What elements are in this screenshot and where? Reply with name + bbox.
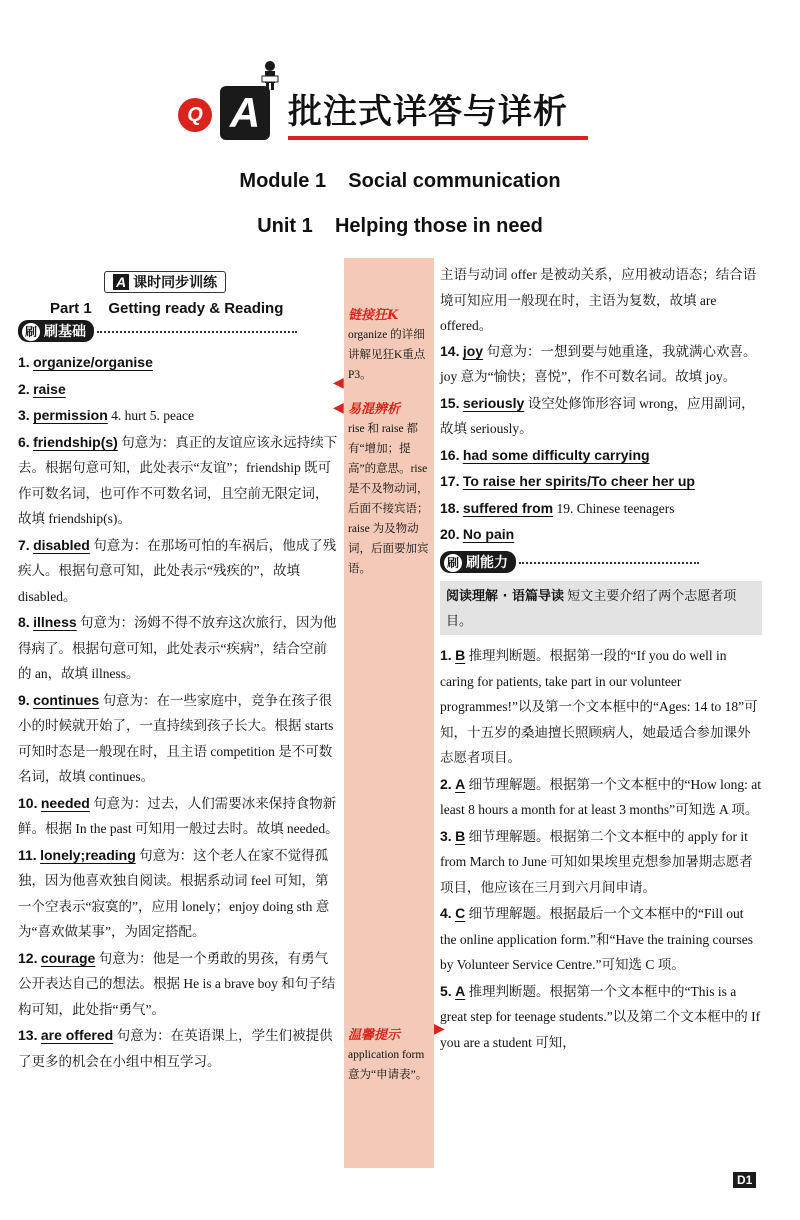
brush-icon: 刷: [22, 323, 40, 341]
item-number: 1.: [18, 354, 30, 370]
item-explanation: 细节理解题。根据第一个文本框中的“How long: at least 8 hours a month for at least 3 months”可知选 A 项。: [440, 776, 762, 817]
section-ability: [440, 550, 762, 576]
unit-title: Unit 1 Helping those in need: [257, 215, 543, 237]
item-answer: suffered from: [462, 499, 554, 516]
item-number: 9.: [18, 691, 30, 708]
item-number: 20.: [440, 526, 460, 542]
page-number: D1: [733, 1172, 756, 1188]
item-answer: lonely;reading: [40, 846, 136, 863]
item-answer: had some difficulty carrying: [462, 446, 650, 463]
answer-item: [440, 824, 762, 901]
dotted-divider: [97, 331, 297, 333]
answer-item: [440, 443, 762, 469]
answer-item: [18, 430, 340, 532]
item-number: 14.: [440, 342, 460, 359]
item-number: 1.: [440, 647, 452, 663]
answer-item: [440, 772, 762, 823]
lesson-tag: [104, 271, 226, 293]
note-heading: 温馨提示: [348, 1028, 401, 1043]
answer-item: [18, 946, 340, 1023]
item-number: 8.: [18, 614, 30, 630]
item-explanation: 句意为：在那场可怕的车祸后，他成了残疾人。根据句意可知，此处表示“残疾的”，故填 disabled。: [18, 537, 337, 604]
arrow-icon: ◀: [333, 375, 344, 391]
item-explanation: 19. Chinese teenagers: [556, 500, 675, 516]
item-explanation: 句意为：汤姆不得不放弃这次旅行，因为他得病了。根据句意可知，此处表示“疾病”，结合空前的 an，故填 illness。: [18, 615, 337, 681]
answer-item: [18, 403, 340, 429]
guide-heading: 阅读理解 · 语篇导读: [446, 589, 564, 604]
item-answer: raise: [33, 380, 66, 397]
item-number: 17.: [440, 473, 460, 489]
item-answer: seriously: [462, 394, 525, 411]
item-explanation: 句意为：在一些家庭中，竞争在孩子很小的时候就开始了，一直持续到孩子长大。根据 starts 可知时态是一般现在时，且主语 competition 是不可数名词，故填 continues。: [18, 692, 334, 784]
continued-text: 主语与动词 offer 是被动关系，应用被动语态；结合语境可知应用一般现在时，主语为复数，故填 are offered。: [440, 267, 757, 333]
arrow-icon: ◀: [333, 400, 344, 416]
item-number: 2.: [18, 380, 30, 397]
header-banner: [178, 60, 598, 150]
answer-item: [440, 339, 762, 390]
reading-guide: [440, 581, 762, 635]
item-explanation: 推理判断题。根据第一段的“If you do well in caring for patients, take part in our volunteer programmes!”以及第一个文本框中的“Ages: 14 to 18”可知，十五岁的桑迪擅长照顾病人，她最适合参加课外志愿者项目。: [440, 648, 758, 765]
item-answer: are offered: [40, 1027, 114, 1043]
item-explanation: 4. hurt 5. peace: [111, 408, 194, 423]
arrow-icon: ▶: [434, 1021, 445, 1037]
item-number: 12.: [18, 949, 38, 966]
note-tip: [348, 1024, 432, 1085]
lesson-a-icon: A: [113, 274, 129, 290]
item-number: 13.: [18, 1027, 38, 1043]
item-number: 6.: [18, 433, 30, 450]
item-answer: friendship(s): [33, 433, 118, 450]
section-label: 刷基础: [44, 323, 86, 340]
section-basic: [18, 319, 340, 345]
answer-item: [18, 377, 340, 403]
answer-item: [18, 610, 340, 687]
basic-answer-list-continued: [440, 339, 762, 548]
item-number: 15.: [440, 394, 460, 411]
a-badge: A: [220, 86, 270, 140]
item-number: 7.: [18, 536, 30, 553]
answer-item: [440, 979, 762, 1056]
item-answer: needed: [40, 794, 90, 811]
item-explanation: 细节理解题。根据最后一个文本框中的“Fill out the online application form.”和“Have the training courses by Volunteer Service Centre.”可知选 C 项。: [440, 906, 754, 972]
answer-item: [440, 496, 762, 522]
item-answer: B: [455, 827, 466, 844]
note-text: organize 的详细讲解见狂K重点P3。: [348, 329, 426, 381]
item-number: 4.: [440, 905, 452, 921]
item-number: 3.: [440, 827, 452, 844]
answer-item: [440, 522, 762, 548]
note-text: rise 和 raise 都有“增加；提高”的意思。rise 是不及物动词，后面不接宾语；raise 为及物动词，后面要加宾语。: [348, 423, 429, 575]
item-answer: continues: [33, 691, 100, 708]
item-explanation: 句意为：一想到要与她重逢，我就满心欢喜。joy 意为“愉快；喜悦”，作不可数名词。故填 joy。: [440, 343, 757, 384]
item-number: 5.: [440, 982, 452, 999]
note-heading: 易混辨析: [348, 402, 401, 417]
answer-item: [18, 350, 340, 376]
left-column: [18, 270, 340, 1075]
dotted-divider: [519, 562, 699, 564]
item-answer: B: [455, 647, 466, 663]
answer-item: [18, 791, 340, 842]
item-answer: illness: [33, 614, 77, 630]
note-confusable: [348, 398, 432, 579]
item-number: 3.: [18, 407, 30, 423]
right-column: [440, 262, 762, 1056]
item-answer: courage: [40, 949, 96, 966]
annotation-column: [344, 258, 434, 1168]
item-explanation: 设空处修饰形容词 wrong，应用副词，故填 seriously。: [440, 395, 755, 436]
item-answer: permission: [33, 407, 108, 423]
item-explanation: 句意为：在英语课上，学生们被提供了更多的机会在小组中相互学习。: [18, 1028, 333, 1069]
item-answer: C: [455, 905, 466, 921]
item-answer: joy: [462, 342, 484, 359]
item-number: 10.: [18, 794, 38, 811]
basic-answer-list: [18, 350, 340, 1074]
section-badge: [18, 320, 94, 342]
note-heading: 链接狂K: [348, 308, 399, 323]
note-text: application form 意为“申请表”。: [348, 1049, 428, 1081]
note-link: [348, 304, 432, 385]
item-explanation: 推理判断题。根据第一个文本框中的“This is a great step for teenage students.”以及第二个文本框中的 If you are a student 可知，: [440, 983, 761, 1050]
part-title: Part 1 Getting ready & Reading: [50, 299, 284, 317]
brush-icon: 刷: [444, 554, 462, 572]
item-answer: No pain: [462, 526, 515, 542]
item-explanation: 句意为：过去，人们需要冰来保持食物新鲜。根据 In the past 可知用一般过去时。故填 needed。: [18, 795, 339, 836]
answer-item: [18, 1023, 340, 1074]
item-number: 18.: [440, 499, 460, 516]
item-answer: A: [455, 982, 466, 999]
item-answer: A: [455, 775, 466, 792]
lesson-tag-label: 课时同步训练: [133, 275, 218, 291]
item-answer: To raise her spirits/To cheer her up: [462, 473, 695, 489]
item-number: 11.: [18, 846, 37, 863]
banner-title: 批注式详答与详析: [288, 90, 588, 140]
item-answer: organize/organise: [33, 354, 153, 370]
item-explanation: 句意为：这个老人在家不觉得孤独，因为他喜欢独自阅读。根据系动词 feel 可知，第一个空表示“寂寞的”，应用 lonely；enjoy doing sth 意为“喜欢做某事”，为固定搭配。: [18, 847, 330, 939]
item-answer: disabled: [33, 536, 90, 553]
item-number: 16.: [440, 446, 460, 463]
reading-answer-list: [440, 643, 762, 1055]
answer-item: [440, 643, 762, 771]
answer-item: [18, 533, 340, 610]
answer-item: [18, 843, 340, 945]
answer-item: [440, 901, 762, 978]
module-title: Module 1 Social communication: [239, 170, 561, 192]
guide-text: 短文主要介绍了两个志愿者项目。: [446, 588, 737, 628]
answer-item: [18, 688, 340, 790]
section-label: 刷能力: [466, 554, 508, 571]
item-explanation: 句意为：他是一个勇敢的男孩，有勇气公开表达自己的想法。根据 He is a brave boy 和句子结构可知，此处指“勇气”。: [18, 950, 336, 1017]
q-badge: Q: [178, 98, 212, 132]
section-badge: [440, 551, 516, 573]
item-number: 2.: [440, 775, 452, 792]
item-explanation: 句意为：真正的友谊应该永远持续下去。根据句意可知，此处表示“友谊”；friendship 既可作可数名词，也可作不可数名词，且空前无限定词，故填 friendship(s)。: [18, 434, 338, 526]
item-explanation: 细节理解题。根据第二个文本框中的 apply for it from March to June 可知如果埃里克想参加暑期志愿者项目，他应该在三月到六月间申请。: [440, 828, 753, 895]
answer-item: [440, 391, 762, 442]
answer-item: [440, 469, 762, 495]
